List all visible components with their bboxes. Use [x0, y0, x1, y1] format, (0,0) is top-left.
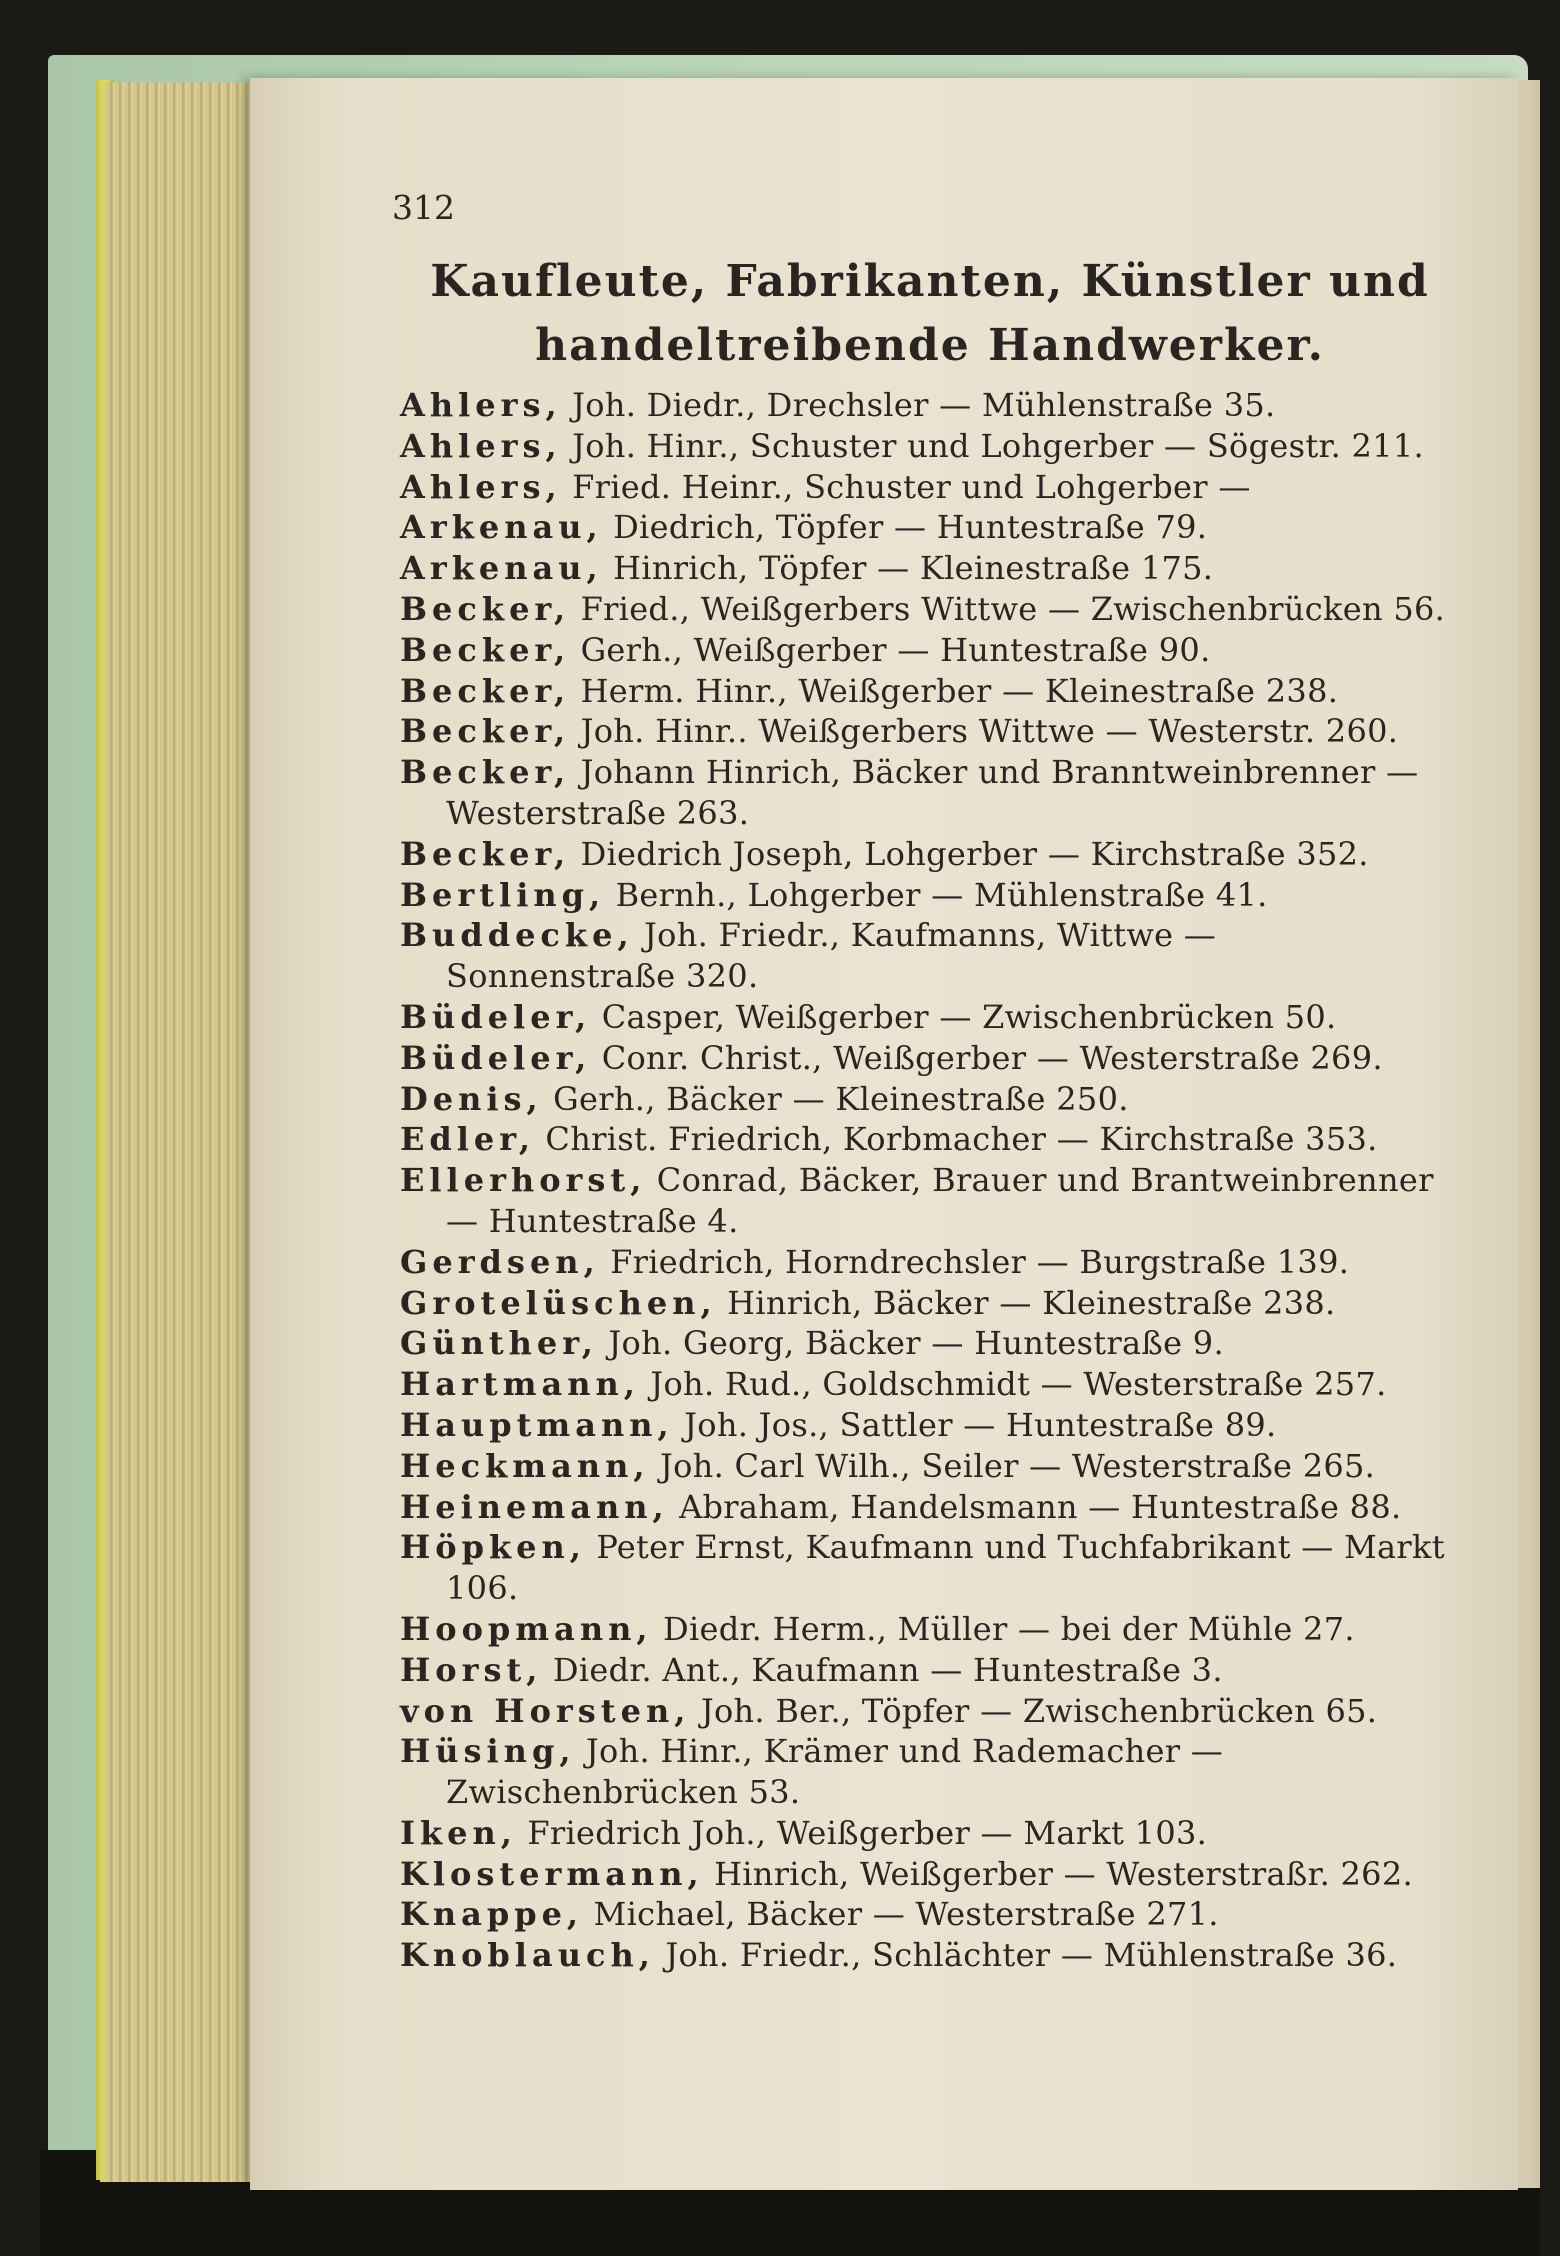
entry-name: Ahlers, [400, 426, 562, 465]
entry-name: Höpken, [400, 1528, 586, 1567]
entry-name: Heckmann, [400, 1446, 650, 1485]
entry-name: Horst, [400, 1650, 543, 1689]
directory-entry [400, 711, 1452, 752]
entry-name: Edler, [400, 1120, 535, 1159]
directory-entry [400, 1119, 1452, 1160]
entry-details: Conr. Christ., Weißgerber — Westerstraße 269. [591, 1038, 1383, 1077]
directory-entry [400, 589, 1452, 630]
directory-entry [400, 507, 1452, 548]
entry-name: Arkenau, [400, 508, 603, 547]
directory-entry [400, 1609, 1452, 1650]
directory-entry [400, 1323, 1452, 1364]
entry-details: Friedrich, Horndrechsler — Burgstraße 139. [599, 1242, 1350, 1281]
entry-name: Becker, [400, 834, 571, 873]
entry-name: Knoblauch, [400, 1936, 655, 1975]
entry-details: Johann Hinrich, Bäcker und Branntweinbrenner — Westerstraße 263. [446, 753, 1419, 832]
directory-entry [400, 1813, 1452, 1854]
directory-entry [400, 1242, 1452, 1283]
entry-details: Hinrich, Töpfer — Kleinestraße 175. [602, 549, 1214, 588]
entry-details: Joh. Hinr., Schuster und Lohgerber — Sögestr. 211. [561, 426, 1424, 465]
entry-details: Joh. Hinr., Krämer und Rademacher — Zwischenbrücken 53. [446, 1732, 1224, 1812]
entry-details: Hinrich, Weißgerber — Westerstraßr. 262. [703, 1854, 1413, 1893]
entry-details: Gerh., Bäcker — Kleinestraße 250. [542, 1079, 1129, 1118]
entry-details: Michael, Bäcker — Westerstraße 271. [583, 1895, 1219, 1934]
entry-details: Friedrich Joh., Weißgerber — Markt 103. [516, 1813, 1208, 1852]
entry-name: Becker, [400, 630, 571, 669]
entry-name: Denis, [400, 1079, 543, 1118]
entry-name: von Horsten, [400, 1691, 691, 1730]
entry-name: Hartmann, [400, 1365, 640, 1404]
directory-entry [400, 834, 1452, 875]
entry-name: Becker, [400, 753, 571, 792]
entry-name: Klostermann, [400, 1854, 704, 1893]
entry-details: Herm. Hinr., Weißgerber — Kleinestraße 238. [570, 671, 1339, 710]
entry-details: Fried., Weißgerbers Wittwe — Zwischenbrücken 56. [570, 589, 1446, 628]
entry-details: Peter Ernst, Kaufmann und Tuchfabrikant — Markt 106. [446, 1528, 1445, 1608]
entry-name: Iken, [400, 1813, 517, 1852]
entry-details: Gerh., Weißgerber — Huntestraße 90. [570, 630, 1211, 669]
entry-details: Conrad, Bäcker, Brauer und Brantweinbrenner — Huntestraße 4. [446, 1161, 1434, 1240]
directory-list [400, 385, 1452, 1976]
entry-name: Buddecke, [400, 916, 634, 955]
entry-name: Gerdsen, [400, 1242, 600, 1281]
entry-details: Casper, Weißgerber — Zwischenbrücken 50. [591, 997, 1337, 1036]
entry-name: Hauptmann, [400, 1405, 674, 1444]
directory-entry [400, 915, 1452, 997]
entry-details: Joh. Georg, Bäcker — Huntestraße 9. [597, 1324, 1224, 1363]
entry-name: Hüsing, [400, 1732, 576, 1771]
directory-entry [400, 467, 1452, 508]
directory-entry [400, 1364, 1452, 1405]
entry-name: Heinemann, [400, 1487, 669, 1526]
entry-details: Joh. Diedr., Drechsler — Mühlenstraße 35. [561, 386, 1276, 424]
entry-name: Becker, [400, 712, 571, 751]
directory-entry [400, 385, 1452, 426]
directory-entry [400, 671, 1452, 712]
heading-line-1: Kaufleute, Fabrikanten, Künstler und [430, 256, 1430, 307]
directory-entry [400, 1894, 1452, 1935]
heading-line-2: handeltreibende Handwerker. [535, 320, 1325, 371]
directory-entry [400, 1405, 1452, 1446]
directory-entry [400, 1527, 1452, 1609]
section-heading [400, 250, 1460, 378]
entry-name: Büdeler, [400, 997, 592, 1036]
directory-entry [400, 1854, 1452, 1895]
page-stack-edges [100, 82, 266, 2182]
entry-details: Fried. Heinr., Schuster und Lohgerber — [561, 467, 1251, 506]
directory-entry [400, 1487, 1452, 1528]
directory-entry [400, 1691, 1452, 1732]
directory-entry [400, 752, 1452, 834]
entry-details: Joh. Rud., Goldschmidt — Westerstraße 257. [639, 1365, 1387, 1404]
entry-name: Knappe, [400, 1895, 584, 1934]
directory-entry [400, 1446, 1452, 1487]
entry-name: Ahlers, [400, 467, 562, 506]
entry-details: Joh. Ber., Töpfer — Zwischenbrücken 65. [690, 1691, 1378, 1730]
directory-entry [400, 875, 1452, 916]
entry-details: Diedrich, Töpfer — Huntestraße 79. [602, 508, 1208, 547]
entry-details: Joh. Hinr.. Weißgerbers Wittwe — Westerstr. 260. [570, 712, 1399, 751]
entry-name: Ellerhorst, [400, 1161, 647, 1200]
entry-details: Diedr. Ant., Kaufmann — Huntestraße 3. [542, 1650, 1223, 1689]
directory-entry [400, 1731, 1452, 1813]
entry-name: Bertling, [400, 875, 606, 914]
entry-name: Grotelüschen, [400, 1283, 717, 1322]
entry-name: Ahlers, [400, 386, 562, 424]
directory-entry [400, 997, 1452, 1038]
entry-details: Diedr. Herm., Müller — bei der Mühle 27. [652, 1609, 1355, 1648]
entry-details: Christ. Friedrich, Korbmacher — Kirchstraße 353. [534, 1120, 1378, 1159]
entry-details: Joh. Friedr., Kaufmanns, Wittwe — Sonnenstraße 320. [446, 916, 1217, 996]
entry-details: Abraham, Handelsmann — Huntestraße 88. [668, 1487, 1402, 1526]
entry-name: Büdeler, [400, 1038, 592, 1077]
directory-entry [400, 548, 1452, 589]
entry-details: Joh. Friedr., Schlächter — Mühlenstraße 36. [654, 1936, 1398, 1975]
page-number: 312 [392, 188, 455, 227]
directory-entry [400, 1650, 1452, 1691]
entry-details: Diedrich Joseph, Lohgerber — Kirchstraße 352. [570, 834, 1369, 873]
directory-entry [400, 426, 1452, 467]
directory-entry [400, 1935, 1452, 1976]
directory-entry [400, 1160, 1452, 1242]
entry-details: Hinrich, Bäcker — Kleinestraße 238. [716, 1283, 1336, 1322]
directory-entry [400, 1283, 1452, 1324]
directory-entry [400, 1079, 1452, 1120]
entry-details: Joh. Carl Wilh., Seiler — Westerstraße 265. [649, 1446, 1376, 1485]
entry-name: Hoopmann, [400, 1609, 653, 1648]
directory-entry [400, 630, 1452, 671]
entry-name: Becker, [400, 589, 571, 628]
entry-details: Bernh., Lohgerber — Mühlenstraße 41. [605, 875, 1268, 914]
entry-name: Günther, [400, 1324, 598, 1363]
entry-name: Arkenau, [400, 549, 603, 588]
entry-name: Becker, [400, 671, 571, 710]
entry-details: Joh. Jos., Sattler — Huntestraße 89. [673, 1405, 1277, 1444]
directory-entry [400, 1038, 1452, 1079]
